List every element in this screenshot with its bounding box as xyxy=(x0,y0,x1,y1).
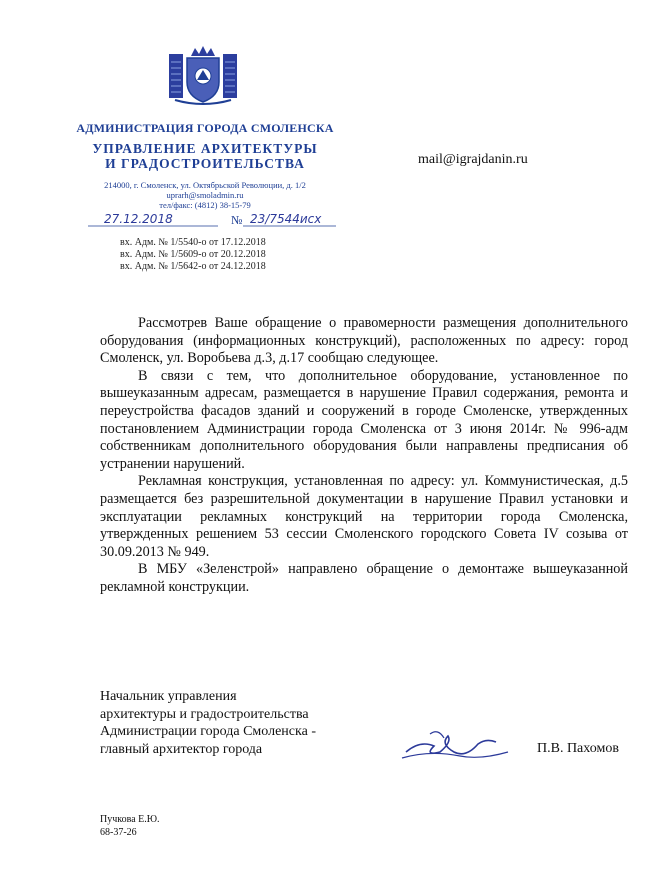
incoming-reference-2: вх. Адм. № 1/5609-о от 20.12.2018 xyxy=(120,249,266,260)
number-label: № xyxy=(231,213,243,227)
department-line-2: И ГРАДОСТРОИТЕЛЬСТВА xyxy=(105,156,305,171)
coat-of-arms-emblem xyxy=(163,44,243,106)
postal-address: 214000, г. Смоленск, ул. Октябрьской Революции, д. 1/2 xyxy=(104,180,306,190)
department-name xyxy=(60,141,350,171)
handwritten-date: 27.12.2018 xyxy=(104,212,173,226)
signatory-title-line-3: Администрации города Смоленска - xyxy=(100,724,316,739)
executor-name: Пучкова Е.Ю. xyxy=(100,814,160,825)
incoming-reference-3: вх. Адм. № 1/5642-о от 24.12.2018 xyxy=(120,261,266,272)
recipient-email: mail@igrajdanin.ru xyxy=(418,152,528,167)
paragraph-2: В связи с тем, что дополнительное оборудование, установленное по вышеуказанным адресам, размещается в нарушение Правил содержания, ремонта и переустройства фасадов зданий и сооружений в городе Смоленске, утвержденных постановлением Администрации города Смоленска от 3 июня 2014г. № 996-адм собственникам дополнительного оборудования были направлены предписания об устранении нарушений. xyxy=(100,367,628,472)
signatory-name: П.В. Пахомов xyxy=(537,741,619,756)
letterhead-email: uprarh@smoladmin.ru xyxy=(166,190,244,200)
letterhead-contacts xyxy=(60,180,350,210)
paragraph-3: Рекламная конструкция, установленная по адресу: ул. Коммунистическая, д.5 размещается без разрешительной документации в нарушение Правил установки и эксплуатации рекламных конструкций на территории города Смоленска, утвержденных решением 53 сессии Смоленского городского Совета IV созыва от 30.09.2013 № 949. xyxy=(100,473,628,560)
executor-phone: 68-37-26 xyxy=(100,826,137,838)
signatory-title-line-4: главный архитектор города xyxy=(100,741,263,757)
signatory-title xyxy=(100,688,316,758)
handwritten-signature xyxy=(400,722,510,772)
paragraph-1: Рассмотрев Ваше обращение о правомерности размещения дополнительного оборудования (информационных конструкций), расположенных по адресу: город Смоленск, ул. Воробьева д.3, д.17 сообщаю следующее. xyxy=(100,315,628,367)
incoming-reference-1: вх. Адм. № 1/5540-о от 17.12.2018 xyxy=(120,237,266,248)
signatory-title-line-2: архитектуры и градостроительства xyxy=(100,706,309,722)
handwritten-number: 23/7544исх xyxy=(250,212,322,226)
letterhead-phone: тел/факс: (4812) 38-15-79 xyxy=(159,200,251,210)
organization-name: АДМИНИСТРАЦИЯ ГОРОДА СМОЛЕНСКА xyxy=(76,121,334,135)
letter-body xyxy=(100,315,628,597)
signatory-title-line-1: Начальник управления xyxy=(100,689,237,704)
paragraph-4: В МБУ «Зеленстрой» направлено обращение о демонтаже вышеуказанной рекламной конструкции. xyxy=(100,561,628,595)
executor-info xyxy=(100,814,160,839)
department-line-1: УПРАВЛЕНИЕ АРХИТЕКТУРЫ xyxy=(92,141,318,156)
